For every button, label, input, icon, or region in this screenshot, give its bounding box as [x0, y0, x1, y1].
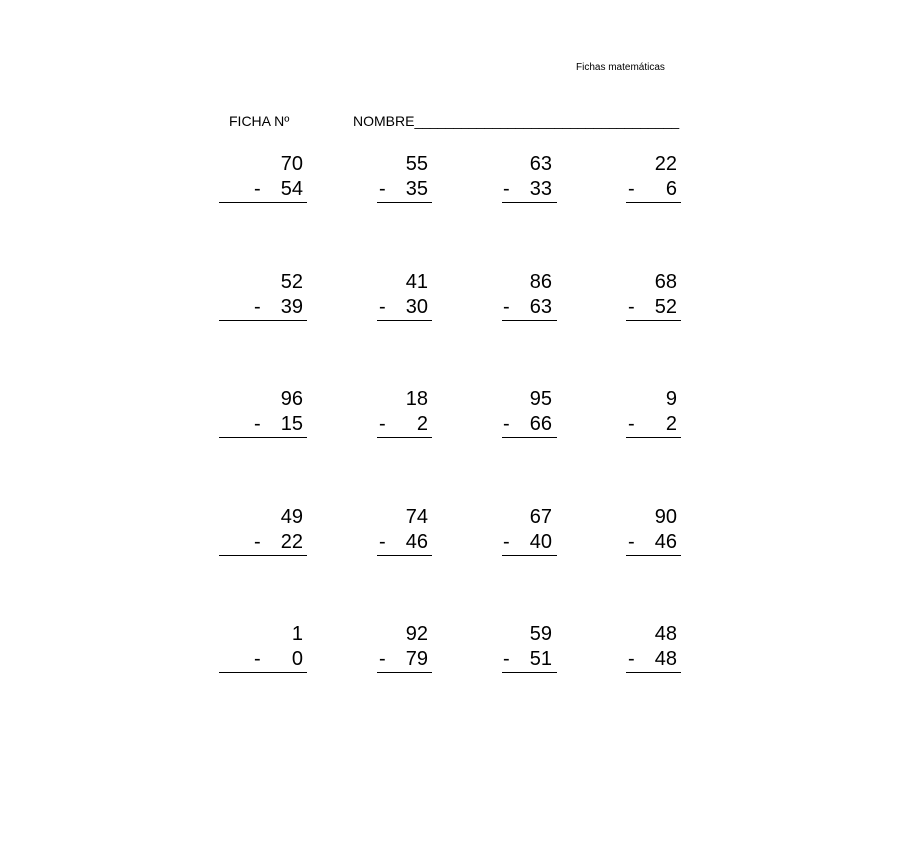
answer-line [626, 202, 681, 203]
minus-sign: - [628, 296, 635, 318]
subtrahend: 54 [280, 178, 303, 200]
ficha-number-label: FICHA Nº [229, 113, 290, 129]
minus-sign: - [628, 413, 635, 435]
minuend: 18 [405, 388, 428, 410]
minuend: 41 [405, 271, 428, 293]
answer-line [377, 437, 432, 438]
minus-sign: - [379, 413, 386, 435]
answer-line [219, 555, 307, 556]
subtrahend: 51 [529, 648, 552, 670]
minuend: 49 [280, 506, 303, 528]
minus-sign: - [254, 178, 261, 200]
subtrahend: 63 [529, 296, 552, 318]
subtrahend: 15 [280, 413, 303, 435]
answer-line [626, 672, 681, 673]
answer-line [377, 320, 432, 321]
minuend: 1 [291, 623, 303, 645]
minuend: 86 [529, 271, 552, 293]
subtrahend: 30 [405, 296, 428, 318]
minuend: 92 [405, 623, 428, 645]
minus-sign: - [379, 296, 386, 318]
subtrahend: 79 [405, 648, 428, 670]
answer-line [502, 437, 557, 438]
minuend: 68 [654, 271, 677, 293]
minus-sign: - [379, 648, 386, 670]
header-note: Fichas matemáticas [576, 62, 665, 73]
answer-line [502, 320, 557, 321]
minuend: 96 [280, 388, 303, 410]
minuend: 48 [654, 623, 677, 645]
minus-sign: - [503, 296, 510, 318]
answer-line [626, 555, 681, 556]
name-field-label: NOMBRE__________________________________ [353, 113, 680, 129]
minuend: 90 [654, 506, 677, 528]
answer-line [377, 672, 432, 673]
subtrahend: 52 [654, 296, 677, 318]
minuend: 55 [405, 153, 428, 175]
answer-line [219, 202, 307, 203]
subtrahend: 22 [280, 531, 303, 553]
subtrahend: 46 [654, 531, 677, 553]
subtrahend: 2 [416, 413, 428, 435]
answer-line [502, 202, 557, 203]
minus-sign: - [379, 531, 386, 553]
minuend: 70 [280, 153, 303, 175]
minus-sign: - [503, 531, 510, 553]
subtrahend: 48 [654, 648, 677, 670]
subtrahend: 39 [280, 296, 303, 318]
minus-sign: - [503, 648, 510, 670]
subtrahend: 40 [529, 531, 552, 553]
answer-line [377, 202, 432, 203]
subtrahend: 66 [529, 413, 552, 435]
answer-line [377, 555, 432, 556]
minuend: 22 [654, 153, 677, 175]
minuend: 52 [280, 271, 303, 293]
minus-sign: - [254, 531, 261, 553]
minus-sign: - [503, 413, 510, 435]
subtrahend: 33 [529, 178, 552, 200]
answer-line [219, 672, 307, 673]
minuend: 95 [529, 388, 552, 410]
answer-line [219, 320, 307, 321]
minus-sign: - [254, 648, 261, 670]
answer-line [626, 437, 681, 438]
answer-line [502, 672, 557, 673]
minus-sign: - [379, 178, 386, 200]
answer-line [626, 320, 681, 321]
subtrahend: 2 [665, 413, 677, 435]
minus-sign: - [254, 413, 261, 435]
minuend: 59 [529, 623, 552, 645]
answer-line [502, 555, 557, 556]
subtrahend: 46 [405, 531, 428, 553]
minuend: 74 [405, 506, 428, 528]
minus-sign: - [628, 648, 635, 670]
minus-sign: - [628, 178, 635, 200]
minuend: 67 [529, 506, 552, 528]
minus-sign: - [628, 531, 635, 553]
minuend: 63 [529, 153, 552, 175]
subtrahend: 0 [291, 648, 303, 670]
minus-sign: - [254, 296, 261, 318]
subtrahend: 35 [405, 178, 428, 200]
subtrahend: 6 [665, 178, 677, 200]
answer-line [219, 437, 307, 438]
minuend: 9 [665, 388, 677, 410]
minus-sign: - [503, 178, 510, 200]
